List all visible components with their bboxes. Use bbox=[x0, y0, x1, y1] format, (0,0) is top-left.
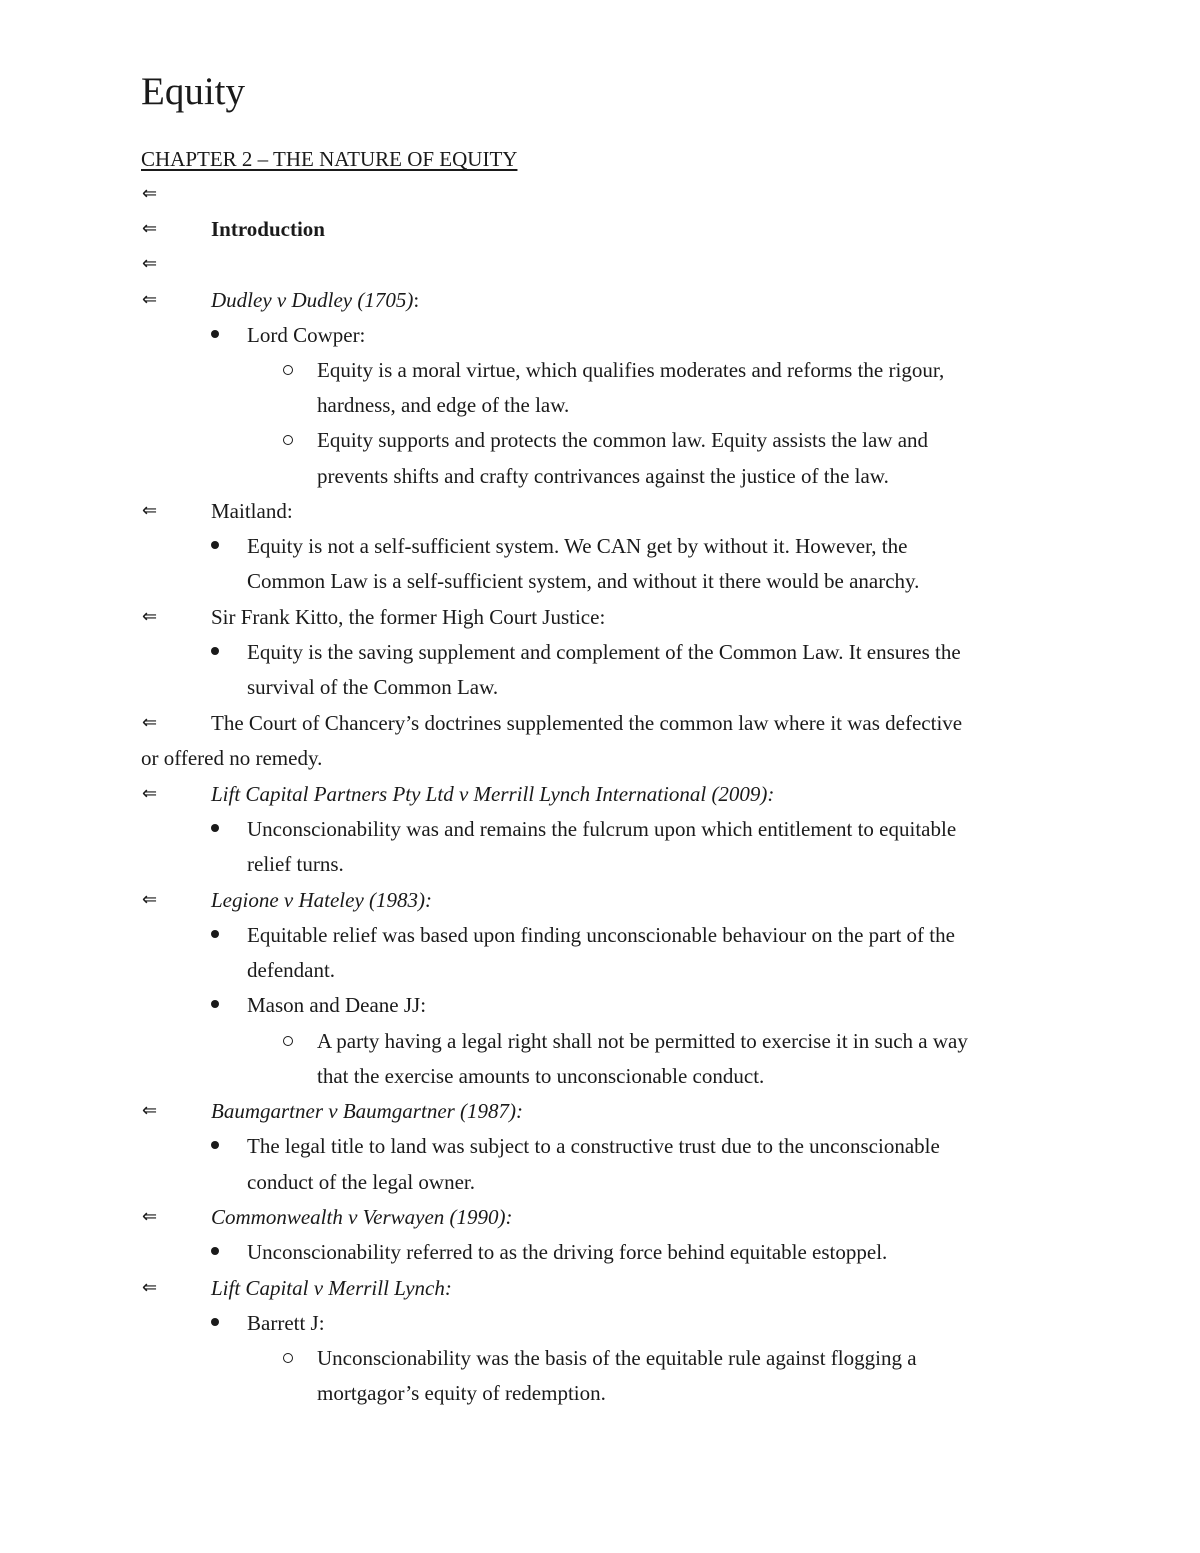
arrow-icon: ⇐ bbox=[142, 606, 158, 627]
circle-bullet-icon bbox=[283, 1341, 295, 1376]
bullet-icon bbox=[211, 812, 221, 847]
list-item-continued: relief turns. bbox=[247, 852, 344, 876]
sub-list-item: Equity is a moral virtue, which qualifies moderates and reforms the rigour, bbox=[317, 358, 945, 382]
arrow-icon: ⇐ bbox=[142, 783, 158, 804]
list-item: Unconscionability was and remains the fulcrum upon which entitlement to equitable bbox=[247, 817, 957, 841]
paragraph: The Court of Chancery’s doctrines supplemented the common law where it was defective bbox=[211, 711, 963, 735]
list-item: Mason and Deane JJ: bbox=[247, 993, 427, 1017]
arrow-icon: ⇐ bbox=[142, 1277, 158, 1298]
sub-list-item-continued: mortgagor’s equity of redemption. bbox=[317, 1381, 606, 1405]
list-item-continued: defendant. bbox=[247, 958, 336, 982]
bullet-icon bbox=[211, 988, 221, 1023]
sub-list-item: Unconscionability was the basis of the equitable rule against flogging a bbox=[317, 1346, 917, 1370]
circle-bullet-icon bbox=[283, 423, 295, 458]
arrow-icon: ⇐ bbox=[142, 500, 158, 521]
case-heading: Lift Capital Partners Pty Ltd v Merrill Lynch International (2009): bbox=[211, 782, 775, 806]
arrow-icon: ⇐ bbox=[142, 1206, 158, 1227]
bullet-icon bbox=[211, 529, 221, 564]
arrow-icon: ⇐ bbox=[142, 712, 158, 733]
list-item: Lord Cowper: bbox=[247, 323, 366, 347]
list-item-continued: Common Law is a self-sufficient system, and without it there would be anarchy. bbox=[247, 569, 920, 593]
case-heading: Commonwealth v Verwayen (1990): bbox=[211, 1205, 513, 1229]
sub-list-item-continued: that the exercise amounts to unconscionable conduct. bbox=[317, 1064, 765, 1088]
bullet-icon bbox=[211, 1235, 221, 1270]
authority-heading: Maitland: bbox=[211, 499, 293, 523]
bullet-icon bbox=[211, 918, 221, 953]
bullet-icon bbox=[211, 1306, 221, 1341]
case-heading: Legione v Hateley (1983): bbox=[211, 888, 433, 912]
circle-bullet-icon bbox=[283, 353, 295, 388]
bullet-icon bbox=[211, 1129, 221, 1164]
arrow-icon: ⇐ bbox=[142, 253, 158, 274]
document-title: Equity bbox=[141, 70, 245, 113]
case-heading bbox=[211, 283, 419, 318]
list-item: Equity is the saving supplement and complement of the Common Law. It ensures the bbox=[247, 640, 961, 664]
case-colon: : bbox=[413, 288, 420, 312]
paragraph-continued: or offered no remedy. bbox=[141, 746, 323, 770]
list-item: Barrett J: bbox=[247, 1311, 325, 1335]
list-item: Unconscionability referred to as the driving force behind equitable estoppel. bbox=[247, 1240, 888, 1264]
sub-list-item: A party having a legal right shall not be permitted to exercise it in such a way bbox=[317, 1029, 968, 1053]
case-heading: Baumgartner v Baumgartner (1987): bbox=[211, 1099, 524, 1123]
list-item: The legal title to land was subject to a constructive trust due to the unconscionable bbox=[247, 1134, 940, 1158]
arrow-icon: ⇐ bbox=[142, 1100, 158, 1121]
sub-list-item-continued: hardness, and edge of the law. bbox=[317, 393, 570, 417]
list-item: Equitable relief was based upon finding unconscionable behaviour on the part of the bbox=[247, 923, 955, 947]
sub-list-item-continued: prevents shifts and crafty contrivances against the justice of the law. bbox=[317, 464, 889, 488]
bullet-icon bbox=[211, 635, 221, 670]
bullet-icon bbox=[211, 318, 221, 353]
arrow-icon: ⇐ bbox=[142, 218, 158, 239]
chapter-heading: CHAPTER 2 – THE NATURE OF EQUITY bbox=[141, 147, 518, 171]
section-heading: Introduction bbox=[211, 217, 325, 241]
circle-bullet-icon bbox=[283, 1024, 295, 1059]
list-item-continued: conduct of the legal owner. bbox=[247, 1170, 476, 1194]
list-item-continued: survival of the Common Law. bbox=[247, 675, 499, 699]
list-item: Equity is not a self-sufficient system. We CAN get by without it. However, the bbox=[247, 534, 908, 558]
authority-heading: Sir Frank Kitto, the former High Court Justice: bbox=[211, 605, 606, 629]
sub-list-item: Equity supports and protects the common law. Equity assists the law and bbox=[317, 428, 929, 452]
arrow-icon: ⇐ bbox=[142, 289, 158, 310]
case-name: Dudley v Dudley (1705) bbox=[211, 288, 414, 312]
arrow-icon: ⇐ bbox=[142, 889, 158, 910]
case-heading: Lift Capital v Merrill Lynch: bbox=[211, 1276, 452, 1300]
arrow-icon: ⇐ bbox=[142, 183, 158, 204]
